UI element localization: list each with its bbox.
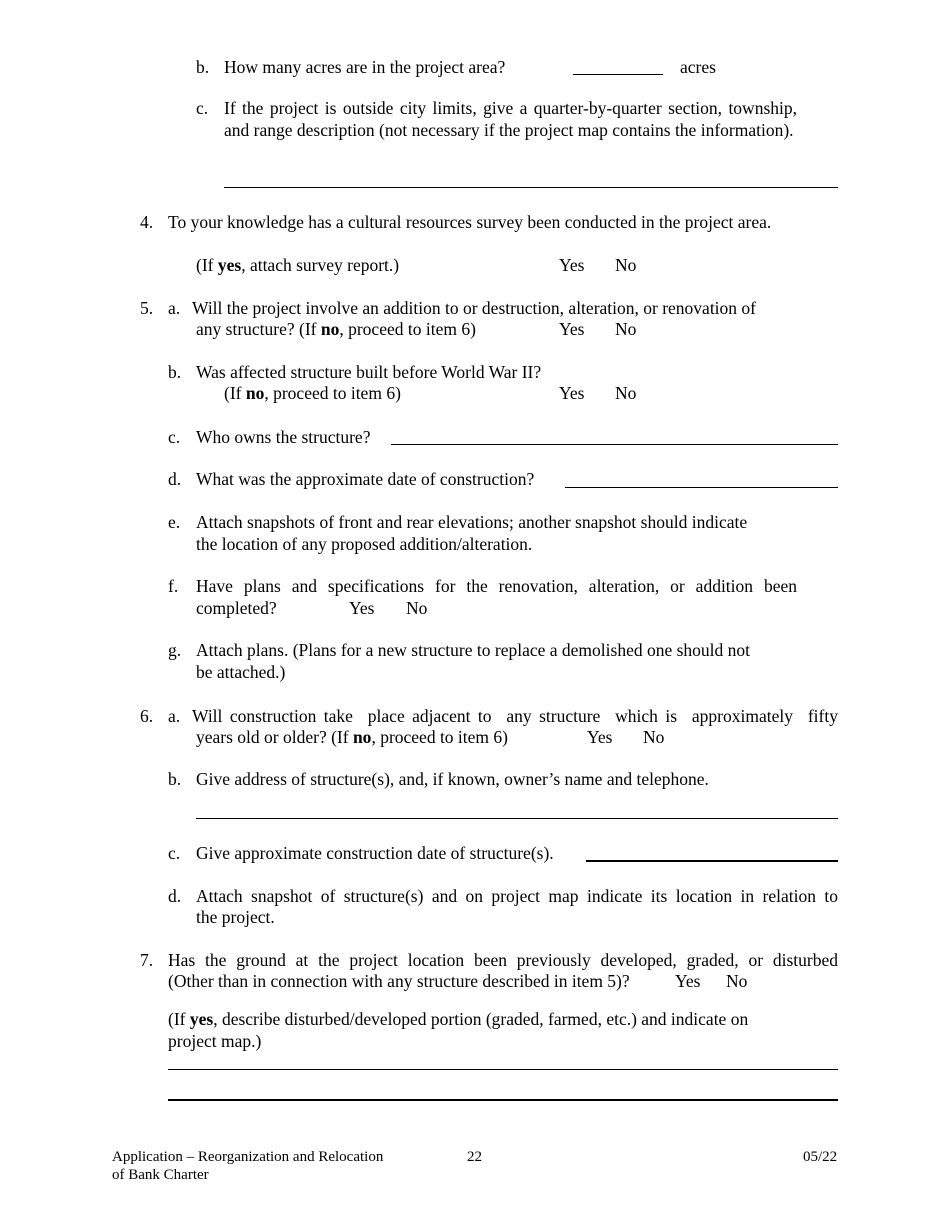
q6d-letter: d. xyxy=(168,886,182,906)
q5d-letter: d. xyxy=(168,469,182,489)
q4-note: (If yes, attach survey report.) xyxy=(196,255,400,275)
q3b-question: How many acres are in the project area? xyxy=(224,57,506,77)
q6d-instruction-line1: Attach snapshot of structure(s) and on project map indicate its location in relation to xyxy=(196,886,838,906)
q5c-letter: c. xyxy=(168,427,181,447)
q6a-no-option[interactable]: No xyxy=(643,727,665,747)
structure-owner-input-line[interactable] xyxy=(391,444,838,445)
q7-note-line2: project map.) xyxy=(168,1031,262,1051)
structure-construction-date-input-line[interactable] xyxy=(586,860,838,862)
q5b-no-option[interactable]: No xyxy=(615,383,637,403)
q5g-instruction-line1: Attach plans. (Plans for a new structure to replace a demolished one should not xyxy=(196,640,751,660)
q5g-instruction-line2: be attached.) xyxy=(196,662,286,682)
q5g-letter: g. xyxy=(168,640,182,660)
q5b-letter: b. xyxy=(168,362,182,382)
q6a-yes-option[interactable]: Yes xyxy=(587,727,613,747)
q5a-letter: a. xyxy=(168,298,181,318)
q7-question-line2: (Other than in connection with any structure described in item 5)? xyxy=(168,971,630,991)
q4-yes-option[interactable]: Yes xyxy=(559,255,585,275)
footer-document-title: Application – Reorganization and Relocation of Bank Charter xyxy=(112,1149,384,1183)
q5a-question-line1: Will the project involve an addition to or destruction, alteration, or renovation of xyxy=(192,298,756,318)
acres-unit: acres xyxy=(680,57,716,77)
q5f-question-line1: Have plans and specifications for the renovation, alteration, or addition been xyxy=(196,576,797,596)
q5d-question: What was the approximate date of construction? xyxy=(196,469,535,489)
q5b-question-line1: Was affected structure built before World War II? xyxy=(196,362,542,382)
q5f-letter: f. xyxy=(168,576,179,596)
q4-no-option[interactable]: No xyxy=(615,255,637,275)
q5f-yes-option[interactable]: Yes xyxy=(349,598,375,618)
q3b-letter: b. xyxy=(196,57,210,77)
q5e-instruction-line1: Attach snapshots of front and rear elevations; another snapshot should indicate xyxy=(196,512,748,532)
q5f-no-option[interactable]: No xyxy=(406,598,428,618)
q5a-yes-option[interactable]: Yes xyxy=(559,319,585,339)
q5a-question-line2: any structure? (If no, proceed to item 6) xyxy=(196,319,476,339)
q7-number: 7. xyxy=(140,950,154,970)
q6c-question: Give approximate construction date of structure(s). xyxy=(196,843,554,863)
q5-number: 5. xyxy=(140,298,154,318)
construction-date-input-line[interactable] xyxy=(565,487,838,488)
q7-note-line1: (If yes, describe disturbed/developed portion (graded, farmed, etc.) and indicate on xyxy=(168,1009,749,1029)
q6c-letter: c. xyxy=(168,843,181,863)
structure-address-input-line[interactable] xyxy=(196,818,838,819)
q3c-answer-line[interactable] xyxy=(224,187,838,188)
q3c-question: If the project is outside city limits, give a quarter-by-quarter section, township, and range description (not necessary if the project map contains the information). xyxy=(224,98,797,140)
q3c-letter: c. xyxy=(196,98,209,118)
footer-page-number: 22 xyxy=(467,1149,482,1165)
q5e-instruction-line2: the location of any proposed addition/alteration. xyxy=(196,534,533,554)
q5c-question: Who owns the structure? xyxy=(196,427,371,447)
q5b-yes-option[interactable]: Yes xyxy=(559,383,585,403)
q5e-letter: e. xyxy=(168,512,181,532)
q5f-question-line2: completed? xyxy=(196,598,277,618)
q4-number: 4. xyxy=(140,212,154,232)
q6a-question-line2: years old or older? (If no, proceed to item 6) xyxy=(196,727,508,747)
q6b-letter: b. xyxy=(168,769,182,789)
footer-revision-date: 05/22 xyxy=(803,1149,838,1165)
q6-number: 6. xyxy=(140,706,154,726)
q7-no-option[interactable]: No xyxy=(726,971,748,991)
q6b-question: Give address of structure(s), and, if known, owner’s name and telephone. xyxy=(196,769,709,789)
acres-input-line[interactable] xyxy=(573,74,663,75)
q6a-question-line1: Will construction take place adjacent to any structure which is approximately fifty xyxy=(192,706,838,726)
q6d-instruction-line2: the project. xyxy=(196,907,275,927)
disturbed-description-line-2[interactable] xyxy=(168,1099,838,1101)
q7-question-line1: Has the ground at the project location been previously developed, graded, or disturbed xyxy=(168,950,838,970)
disturbed-description-line-1[interactable] xyxy=(168,1069,838,1070)
q5a-no-option[interactable]: No xyxy=(615,319,637,339)
q5b-question-line2: (If no, proceed to item 6) xyxy=(224,383,401,403)
q4-question: To your knowledge has a cultural resources survey been conducted in the project area. xyxy=(168,212,772,232)
q7-yes-option[interactable]: Yes xyxy=(675,971,701,991)
q6a-letter: a. xyxy=(168,706,181,726)
